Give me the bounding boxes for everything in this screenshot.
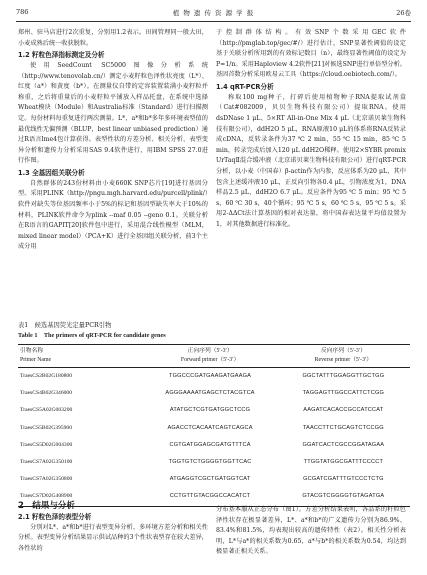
paragraph: 使用SeedCount SC5000图像分析系统（http://www.tenovolab.cn/）测定小麦籽粒色泽性状亮度（L*）、红度（a*）和黄度（b*）。在测量仪自带的定容装置装满小麦籽粒并称重，之后将重量后的小麦籽粒平铺放入样品托盘，在系统中选择Wheat模块（Module）和Australia标准（Standard）进行扫描测定。每份材料每重复进行两次测量。L*、a*和b*多年多环境表型值的最优线性无偏预测（BLUP，best linear unbiased prediction）通过R语言lme4包计算获得。表型性状的方差分析、相关分析、表型变异分析和遗传力分析采用SAS 9.4软件进行，用IBM SPSS 27.0进行作图。 [18,61,208,165]
primer-name: TraesCS2B02G180800 [20,373,73,379]
forward-primer: TGGCCCGATGAAGATGAAGA [169,373,252,379]
forward-primer: AGGGAAAATGAGCTCTACGTCA [165,390,255,397]
paragraph: 于控制群体结构。有效SNP个数采用GEC软件（http://pmglab.top/gec/#/）进行估计，SNP显著性阈值的设定基于关联分析所用到的有效标记数目（n），最终显著性阈值的设定为P=1/n。采用Haploview 4.2软件[21]对候选SNP进行单倍型分析。基因首数分析采用欧易云工具（https://cloud.oebiotech.com/）。 [216,29,406,79]
table-row [18,471,410,488]
column-header: Reverse primer（5′-3′） [277,356,410,368]
paragraph: 分别对L*、a*和b*进行表型变异分析、多环境方差分析和相关性分析。表型变异分析结果显示供试品种的3个性状表型存在较大差异，各性状的 [18,523,208,552]
primer-name: TraesCS5A02G003200 [20,407,73,414]
paragraph: 自然群体的243份材料由小麦660K SNP芯片[19]进行基因分型。采用PLINK（http://pngu.mgh.harvard.edu/purcell/plink/）软件对缺失等位基因频率小于5%的标记和基因型缺失率大于10%的材料，PLINK软件命令为plink --maf 0.05 --geno 0.1。关联分析在R语言的GAPIT[20]软件包中进行，采用混合线性模型（MLM，mixed linear model）（PCA+K）进行全基因组关联分析，前3个主成分用 [18,179,208,251]
volume-label: 26卷 [396,9,411,17]
primer-name: TraesCS7D02G408900 [18,488,143,506]
primer-name: TraesCS5D02G004300 [20,441,73,448]
right-column [216,28,406,230]
results-left-column [18,512,208,555]
reverse-primer: GTACGTCGGGGTGTAGATGA [277,488,410,506]
forward-primer: TGGTGTCTGGGGTGGTTCAC [168,459,252,466]
section-heading-1-2: 1.2 籽粒色泽指标测定及分析 [18,51,105,60]
column-header: Forward primer（5′-3′） [143,356,276,368]
primer-name: TraesCS7A02G350100 [20,459,73,466]
column-header: Primer Name [18,356,143,368]
section-heading-2-1: 2.1 籽粒色泽的表型分析 [18,513,92,521]
column-header: 正向序列（5′-3′） [143,345,276,357]
paragraph: 称取100 mg种子，打碎后使用植物种子RNA提取试剂盒（Cat#082009，贝贝生物科技有限公司）提取RNA。使用dsDNase 1 μL、5×RT All-in-One Mix 4 μL（北京诺贝莱生物科技有限公司），ddH2O 5 μL，RNA原液10 μL的体系将RNA反转录成cDNA，反转录条件为37 ℃ 2 min，55 ℃ 15 min，85 ℃ 5 min，转录完成后加入120 μL ddH2O稀释。使用2×SYBR premix UrTaqⅡ混合缓冲液（北京诺贝莱生物科技有限公司）进行qRT-PCR分析，以小麦（中国春）β-actin作为内参，反应体系为20 μL，其中包含上述缓冲液10 μL，正反向引物各0.4 μL，引物浓度为1，DNA样品2.5 μL，ddH2O 6.7 μL。反应条件为95 ℃ 5 min；95 ℃ 5 s，60 ℃ 30 s，40个循环；95 ℃ 5 s，60 ℃ 5 s，95 ℃ 5 s。采用2-ΔΔCt法计算基因的相对表达量，将中国春表达量平均值设置为1，对其他数据进行标准化。 [216,93,406,228]
results-right-column [216,505,406,558]
table-caption [18,321,166,341]
reverse-primer: TTGGTATGGCGATTTCCCCT [303,459,384,466]
forward-primer: ATGAGGTCGCTGATGGTCAT [169,476,251,483]
section-heading-1-4: 1.4 qRT-PCR分析 [216,82,274,91]
table-row [18,402,410,419]
primer-name: TraesCS5B02G395900 [20,424,73,431]
page-number: 786 [16,8,29,16]
section-heading-1-3: 1.3 全基因组关联分析 [18,168,85,177]
forward-primer: CCTGTTGTACGGCCACATCT [143,488,276,506]
table-row [18,488,410,506]
table-row [18,420,410,437]
reverse-primer: GCGATCGATTTGTCCCTCTG [303,476,384,483]
primer-table [18,344,410,507]
reverse-primer: TAGGAGTTGGCCATTCTCGG [302,390,385,397]
forward-primer: CGTGATGGAGCGATGTTTCA [169,441,251,448]
forward-primer: ATATGCTCGTGATGGCTCCG [169,407,251,414]
table-row [18,385,410,402]
paragraph: 分布基本服从正态分布（图1）。方差分析结果表明，各品系的籽粒色泽性状存在极显著差异，L*、a*和b*的广义遗传力分别为86.9%、83.4%和81.5%，均表现出较高的遗传特性（表2）。相关性分析表明，L*与a*的相关系数为0.65，a*与b*的相关系数为0.54，均达到极显著正相关关系。 [216,506,406,556]
header-rule [16,21,411,22]
reverse-primer: TAACCTTCTGCAGTCTCCGG [302,424,384,431]
journal-title: 植 物 遗 传 资 源 学 报 [172,9,255,17]
running-header [16,8,411,20]
reverse-primer: GGCTATTTGGAGGTTGCTGG [302,373,385,379]
table-row [18,368,410,386]
forward-primer: AGACCTCACAATCAGTCAGCA [167,424,253,431]
section-title-2: 2 结果与分析 [18,501,75,511]
reverse-primer: AAGATCACACCGCCATCCAT [303,407,384,414]
table-row [18,454,410,471]
table-caption-cn: 表1 候选基因荧光定量PCR引物 [18,322,112,329]
reverse-primer: GGATCACTCGCCGGATAGAA [302,441,385,448]
table-caption-en: Table 1 The primers of qRT-PCR for candidate genes [18,332,166,339]
paragraph: 郑州、驻马店进行2次重复，分别用1.2表示。田间管理同一般大田，小麦成熟后统一收获脱粒。 [18,29,208,47]
primer-name: TraesCS7A02G350800 [20,476,73,483]
table-row [18,437,410,454]
column-header: 反向序列（5′-3′） [277,345,410,357]
primer-name: TraesCS4B02G346000 [20,390,73,397]
left-column [18,28,208,253]
column-header: 引物名称 [18,345,143,357]
